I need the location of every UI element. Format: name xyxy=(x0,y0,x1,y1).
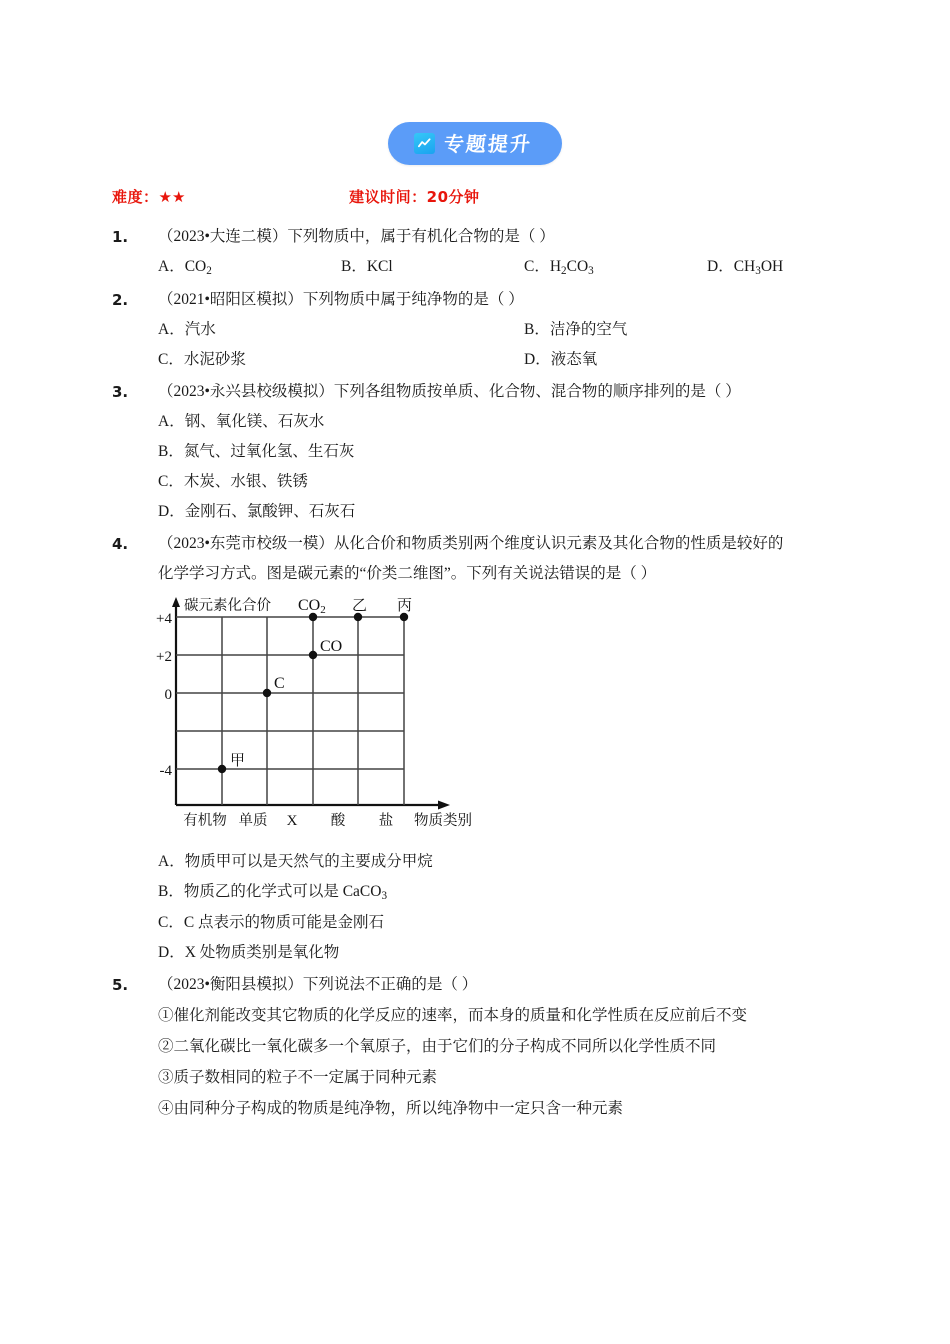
question-3-head xyxy=(112,377,890,407)
label-bing: 丙 xyxy=(397,596,413,614)
y-axis-arrow xyxy=(172,597,180,607)
option-b[interactable]: B．洁净的空气 xyxy=(524,321,628,338)
option-d[interactable]: D．X 处物质类别是氧化物 xyxy=(158,944,340,961)
vertical-gridlines xyxy=(222,617,404,805)
x-axis-title: 物质类别 xyxy=(414,813,472,829)
question-3-option-b xyxy=(158,437,890,467)
question-2-options-row-1 xyxy=(158,315,890,345)
option-a[interactable]: A．物质甲可以是天然气的主要成分甲烷 xyxy=(158,853,433,870)
question-5 xyxy=(0,970,950,1124)
label-co: CO xyxy=(320,638,343,655)
question-1-stem: （2023•大连二模）下列物质中，属于有机化合物的是（ ） xyxy=(158,228,555,245)
question-1 xyxy=(0,222,950,283)
question-4 xyxy=(0,529,950,968)
question-3-option-a xyxy=(158,407,890,437)
y-tick-plus2: +2 xyxy=(156,649,172,665)
horizontal-gridlines xyxy=(176,617,404,769)
x-cat-organic: 有机物 xyxy=(183,813,227,829)
question-5-head xyxy=(112,970,890,1000)
question-4-number: 4. xyxy=(112,535,129,553)
statement-3: ③质子数相同的粒子不一定属于同种元素 xyxy=(158,1069,438,1086)
question-2-stem: （2021•昭阳区模拟）下列物质中属于纯净物的是（ ） xyxy=(158,291,524,308)
question-3-number: 3. xyxy=(112,383,129,401)
point-co xyxy=(309,651,317,659)
suggested-time-label: 建议时间：20分钟 xyxy=(349,188,480,206)
y-tick-plus4: +4 xyxy=(156,611,172,627)
x-cat-acid: 酸 xyxy=(330,813,346,829)
question-3-option-d xyxy=(158,497,890,527)
difficulty-stars: ★★ xyxy=(158,188,186,206)
x-axis-arrow xyxy=(438,801,450,810)
question-list xyxy=(0,222,950,1124)
question-4-option-a xyxy=(158,847,890,877)
chart-svg xyxy=(142,593,482,838)
chart-line-icon xyxy=(414,133,435,154)
option-a[interactable]: A．钢、氧化镁、石灰水 xyxy=(158,413,325,430)
point-jia xyxy=(218,765,226,773)
option-c[interactable]: C．C 点表示的物质可能是金刚石 xyxy=(158,914,385,931)
x-cat-x: X xyxy=(286,813,298,829)
statement-4: ④由同种分子构成的物质是纯净物，所以纯净物中一定只含一种元素 xyxy=(158,1100,624,1117)
section-badge xyxy=(388,122,562,165)
question-3 xyxy=(0,377,950,527)
difficulty-text: 难度： xyxy=(112,188,159,206)
option-d[interactable]: D．液态氧 xyxy=(524,351,598,368)
question-4-head xyxy=(112,529,890,559)
question-2-options-row-2 xyxy=(158,345,890,375)
question-2-head xyxy=(112,285,890,315)
difficulty-label xyxy=(112,186,185,207)
option-b[interactable]: B．物质乙的化学式可以是 CaCO$_3$ xyxy=(158,883,388,903)
question-4-stem-line2: 化学学习方式。图是碳元素的“价类二维图”。下列有关说法错误的是（ ） xyxy=(158,565,657,582)
option-c[interactable]: C．$H_2CO_3$ xyxy=(524,258,594,278)
x-cat-salt: 盐 xyxy=(378,813,394,829)
y-tick-labels xyxy=(156,611,172,779)
y-tick-minus4: -4 xyxy=(159,763,172,779)
point-c xyxy=(263,689,271,697)
question-1-head xyxy=(112,222,890,252)
label-jia: 甲 xyxy=(230,751,246,769)
option-b[interactable]: B．KCl xyxy=(341,258,393,275)
option-a[interactable]: A．$CO_2$ xyxy=(158,258,212,278)
question-3-option-c xyxy=(158,467,890,497)
valence-category-chart xyxy=(142,593,890,843)
y-axis-title: 碳元素化合价 xyxy=(184,598,271,614)
statement-2: ②二氧化碳比一氧化碳多一个氧原子，由于它们的分子构成不同所以化学性质不同 xyxy=(158,1038,717,1055)
question-1-number: 1. xyxy=(112,228,129,246)
question-4-stem: （2023•东莞市校级一模）从化合价和物质类别两个维度认识元素及其化合物的性质是较好的 xyxy=(158,535,784,552)
question-2 xyxy=(0,285,950,375)
option-d[interactable]: D．金刚石、氯酸钾、石灰石 xyxy=(158,503,356,520)
y-tick-zero: 0 xyxy=(164,687,172,703)
x-tick-labels xyxy=(183,811,394,829)
option-a[interactable]: A．汽水 xyxy=(158,321,216,338)
option-b[interactable]: B．氮气、过氧化氢、生石灰 xyxy=(158,443,355,460)
label-co2: CO2 xyxy=(298,597,326,616)
point-bing xyxy=(400,613,408,621)
question-2-number: 2. xyxy=(112,291,129,309)
option-d[interactable]: D．$CH_3OH$ xyxy=(707,258,784,278)
statement-1: ①催化剂能改变其它物质的化学反应的速率，而本身的质量和化学性质在反应前后不变 xyxy=(158,1007,748,1024)
option-c[interactable]: C．水泥砂浆 xyxy=(158,351,246,368)
question-4-option-d xyxy=(158,938,890,968)
label-yi: 乙 xyxy=(352,596,368,614)
question-5-number: 5. xyxy=(112,976,129,994)
label-c: C xyxy=(274,675,285,692)
section-badge-label: 专题提升 xyxy=(442,131,534,156)
question-3-stem: （2023•永兴县校级模拟）下列各组物质按单质、化合物、混合物的顺序排列的是（ ） xyxy=(158,383,741,400)
x-cat-element: 单质 xyxy=(238,813,268,829)
question-1-options xyxy=(158,252,890,283)
point-yi xyxy=(354,613,362,621)
section-badge-container xyxy=(0,122,950,165)
exercise-meta-row xyxy=(112,186,872,207)
question-5-stem: （2023•衡阳县模拟）下列说法不正确的是（ ） xyxy=(158,976,478,993)
question-4-option-c xyxy=(158,908,890,938)
question-4-option-b xyxy=(158,877,890,908)
option-c[interactable]: C．木炭、水银、铁锈 xyxy=(158,473,308,490)
point-co2 xyxy=(309,613,317,621)
